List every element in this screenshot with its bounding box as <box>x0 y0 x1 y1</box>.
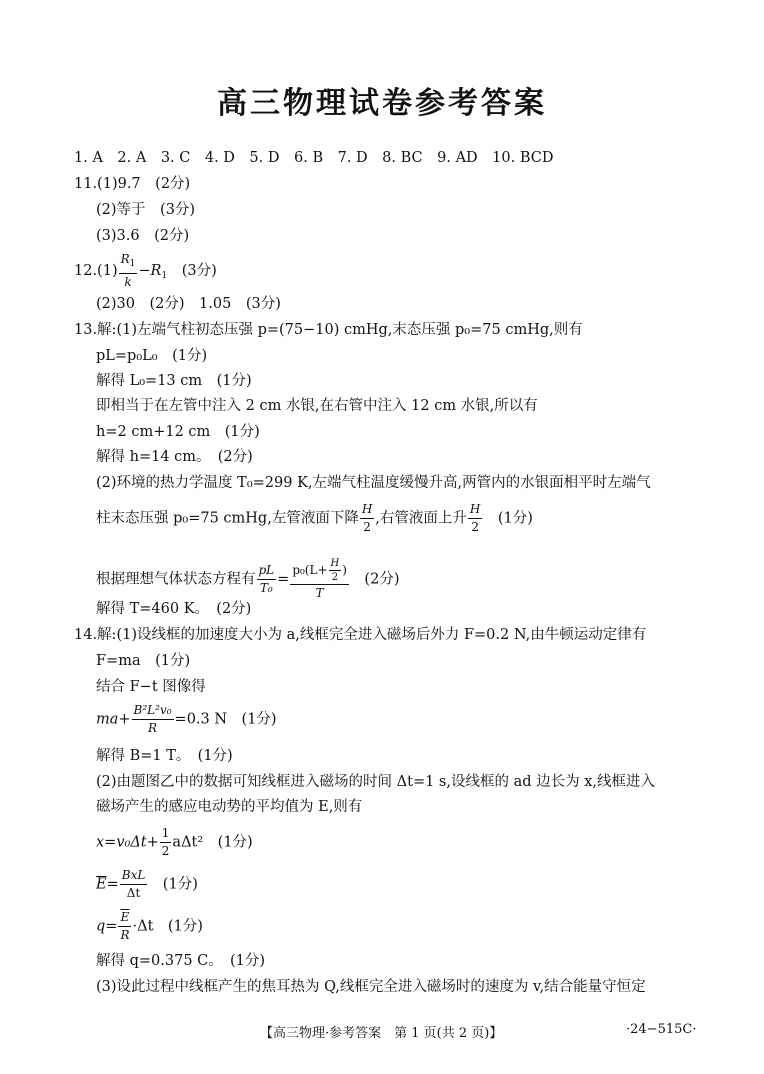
q14-frac-num: B²L²v₀ <box>133 703 172 717</box>
q13-eq-num-1: pL <box>258 563 275 577</box>
q11-line-1: 11.(1)9.7 (2分) <box>74 176 191 192</box>
q13-frac-2-left: 2 <box>363 520 371 534</box>
q13-line-8-b: ,右管液面上升 <box>375 510 467 527</box>
q14-line-10 <box>96 910 203 943</box>
q14-line-4 <box>96 703 277 736</box>
q13-state-eq-right <box>290 558 349 601</box>
q14-line-1: 14.解:(1)设线框的加速度大小为 a,线框完全进入磁场后外力 F=0.2 N,由牛顿运动定律有 <box>74 627 647 643</box>
q14-line-8-b: aΔt² (1分) <box>172 834 253 851</box>
q14-line-7: 磁场产生的感应电动势的平均值为 E,则有 <box>96 799 363 815</box>
q13-frac-h-right: H <box>469 502 481 516</box>
q13-eq-den-1: T₀ <box>259 581 273 595</box>
q13-line-9-a: 根据理想气体状态方程有 <box>96 571 256 588</box>
q13-line-3: 解得 L₀=13 cm (1分) <box>96 373 252 389</box>
q13-frac-2-right: 2 <box>471 520 479 534</box>
q14-charge-den: R <box>120 928 130 942</box>
q13-line-6: 解得 h=14 cm。 (2分) <box>96 449 253 465</box>
q14-emf-num: BxL <box>121 868 146 882</box>
q14-line-9-eq: = <box>106 876 119 893</box>
q13-eq-inner-2: 2 <box>331 572 339 583</box>
q13-line-2: pL=p₀L₀ (1分) <box>96 348 208 364</box>
q14-line-8 <box>96 826 253 859</box>
q13-line-7: (2)环境的热力学温度 T₀=299 K,左端气柱温度缓慢升高,两管内的水银面相平时左端气 <box>96 475 651 491</box>
q12-line-1 <box>74 252 217 290</box>
q13-line-10: 解得 T=460 K。 (2分) <box>96 601 252 617</box>
q13-line-4: 即相当于在左管中注入 2 cm 水银,在右管中注入 12 cm 水银,所以有 <box>96 398 538 414</box>
multiple-choice-answers: 1. A 2. A 3. C 4. D 5. D 6. B 7. D 8. BC 9. AD 10. BCD <box>74 150 554 166</box>
q14-frac-bxl-over-dt <box>120 868 148 901</box>
q14-line-11: 解得 q=0.375 C。 (1分) <box>96 953 266 969</box>
page-title: 高三物理试卷参考答案 <box>217 86 547 121</box>
q13-line-9 <box>96 558 399 601</box>
q12-tail: −R <box>138 263 162 279</box>
q14-line-4-b: =0.3 N (1分) <box>174 711 277 728</box>
q14-line-9-c: (1分) <box>148 876 198 893</box>
q11-line-3: (3)3.6 (2分) <box>96 228 190 244</box>
q14-charge-num: $\overline{E}$ <box>120 910 130 924</box>
q11-line-2: (2)等于 (3分) <box>96 202 196 218</box>
q13-frac-h-over-2-left <box>360 502 374 535</box>
q13-line-8 <box>96 502 533 535</box>
q13-line-9-c: (2分) <box>349 571 400 588</box>
q13-eq-num-2b: ) <box>342 563 347 577</box>
footer-page-info: 【高三物理·参考答案 第 1 页(共 2 页)】 <box>260 1026 503 1041</box>
q14-emf-average: $\overline{E}$ <box>96 876 107 893</box>
q14-line-4-a: ma+ <box>96 711 131 728</box>
q14-line-3: 结合 F−t 图像得 <box>96 679 206 695</box>
q12-line-2: (2)30 (2分) 1.05 (3分) <box>96 296 281 312</box>
q13-line-5: h=2 cm+12 cm (1分) <box>96 424 260 440</box>
q12-prefix: 12.(1) <box>74 263 118 279</box>
q14-frac-b2l2v0-over-r <box>132 703 174 736</box>
q13-state-eq-left <box>257 563 277 596</box>
q13-eq-sign: = <box>277 571 290 588</box>
q14-frac-den: R <box>148 721 158 735</box>
q14-frac-one-half <box>160 826 172 859</box>
footer-code: ·24−515C· <box>626 1022 697 1037</box>
q12-score: (3分) <box>167 263 217 279</box>
q12-frac-den: k <box>124 275 132 289</box>
q14-line-12: (3)设此过程中线框产生的焦耳热为 Q,线框完全进入磁场时的速度为 v,结合能量守恒定 <box>96 979 646 995</box>
q13-frac-h-over-2-right <box>468 502 482 535</box>
q14-line-2: F=ma (1分) <box>96 653 191 669</box>
q13-eq-num-2a: p₀(L+ <box>292 563 328 577</box>
q13-line-8-a: 柱末态压强 p₀=75 cmHg,左管液面下降 <box>96 510 359 527</box>
q14-line-5: 解得 B=1 T。 (1分) <box>96 748 233 764</box>
q14-line-10-b: ·Δt (1分) <box>132 918 203 935</box>
q14-line-10-a: q= <box>96 918 118 935</box>
q14-line-8-a: x=v₀Δt+ <box>96 834 159 851</box>
q14-line-6: (2)由题图乙中的数据可知线框进入磁场的时间 Δt=1 s,设线框的 ad 边长为 x,线框进入 <box>96 774 656 790</box>
q14-emf-den: Δt <box>126 886 141 900</box>
q13-eq-den-2: T <box>315 586 324 600</box>
q13-eq-inner-h: H <box>330 558 340 569</box>
q12-frac-num-sub: 1 <box>129 259 136 269</box>
q13-eq-inner-frac <box>329 558 342 583</box>
q12-fraction <box>119 252 138 290</box>
q14-line-9 <box>96 868 198 901</box>
q12-tail-sub: 1 <box>161 271 168 281</box>
q12-frac-num: R <box>120 252 130 266</box>
q13-line-8-c: (1分) <box>483 510 533 527</box>
q14-frac-e-over-r <box>118 910 131 943</box>
q13-line-1: 13.解:(1)左端气柱初态压强 p=(75−10) cmHg,末态压强 p₀=75 cmHg,则有 <box>74 322 583 338</box>
q14-frac-half-num: 1 <box>160 826 172 843</box>
q14-frac-half-den: 2 <box>161 844 170 858</box>
q13-frac-h-left: H <box>361 502 373 516</box>
